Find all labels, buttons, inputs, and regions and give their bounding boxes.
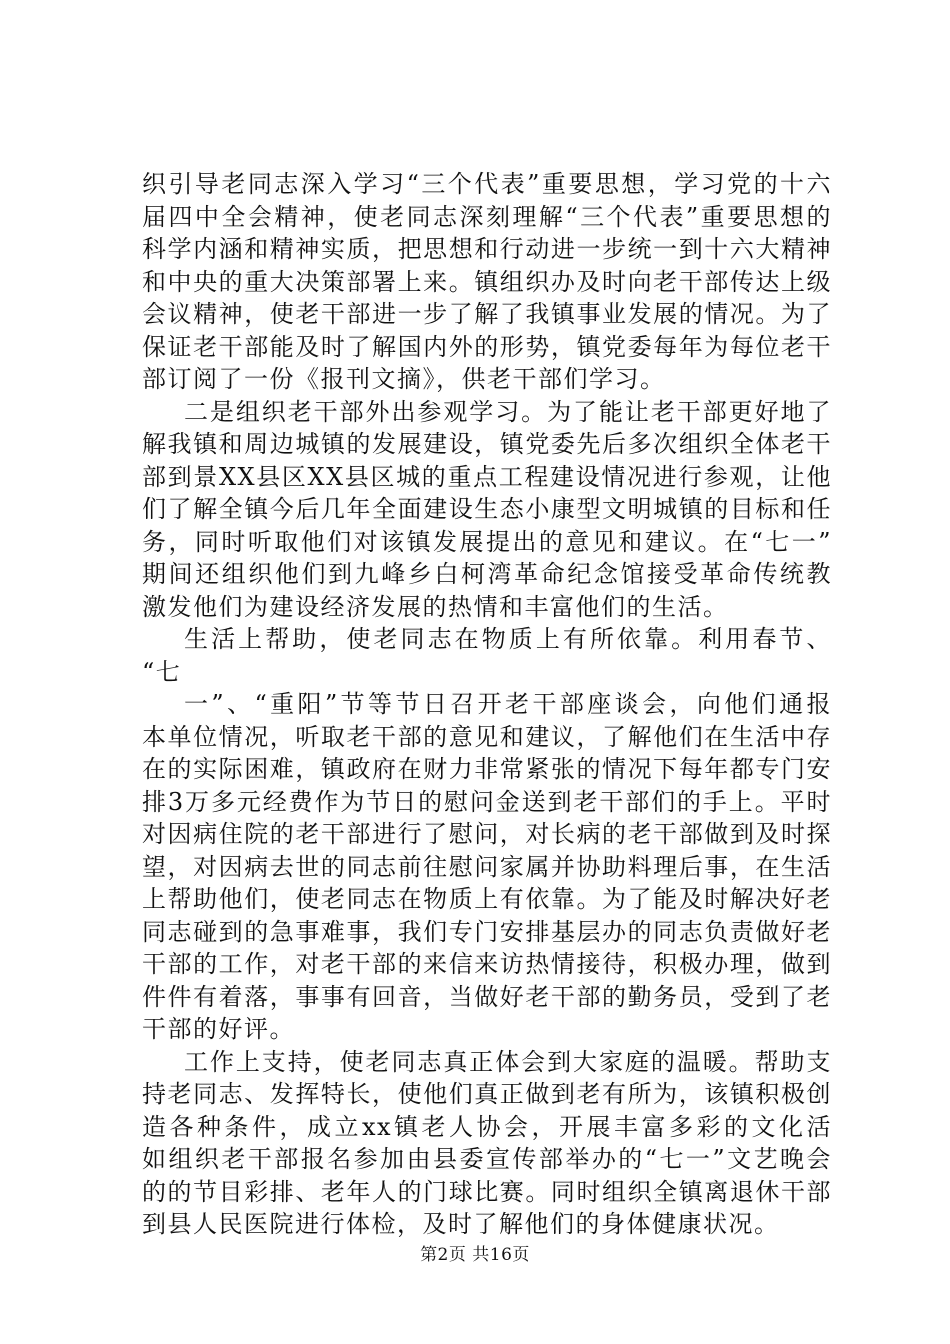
text-line: 激发他们为建设经济发展的热情和丰富他们的生活。 [142, 592, 729, 621]
text-line: 期间还组织他们到九峰乡白柯湾革命纪念馆接受革命传统教 [142, 560, 832, 588]
text-line: 干部的好评。 [142, 1015, 295, 1043]
document-body [142, 168, 832, 1241]
text-line: 同志碰到的急事难事，我们专门安排基层办的同志负责做好老 [142, 917, 832, 946]
text-line: 本单位情况，听取老干部的意见和建议，了解他们在生活中存 [142, 722, 832, 751]
text-line: 一”、“重阳”节等节日召开老干部座谈会，向他们通报 [184, 690, 832, 718]
text-line: 和中央的重大决策部署上来。镇组织办及时向老干部传达上级 [142, 267, 832, 296]
text-line: 会议精神，使老干部进一步了解了我镇事业发展的情况。为了 [142, 300, 832, 328]
text-line: 部订阅了一份《报刊文摘》，供老干部们学习。 [142, 365, 666, 393]
text-line: 持老同志、发挥特长，使他们真正做到老有所为，该镇积极创 [142, 1080, 832, 1108]
paragraph-start-line: 二是组织老干部外出参观学习。为了能让老干部更好地了 [184, 397, 832, 426]
text-line: 科学内涵和精神实质，把思想和行动进一步统一到十六大精神 [142, 235, 832, 263]
paragraph-start-line: 生活上帮助，使老同志在物质上有所依靠。利用春节、 [184, 625, 832, 653]
text-line: 届四中全会精神，使老同志深刻理解“三个代表”重要思想的 [142, 202, 832, 231]
text-line: 如组织老干部报名参加由县委宣传部举办的“七一”文艺晚会 [142, 1145, 832, 1173]
text-line: 件件有着落，事事有回音，当做好老干部的勤务员，受到了老 [142, 982, 832, 1011]
text-line: 到县人民医院进行体检，及时了解他们的身体健康状况。 [142, 1210, 780, 1238]
text-line: 造各种条件，成立xx镇老人协会，开展丰富多彩的文化活 [142, 1112, 832, 1141]
text-line: 解我镇和周边城镇的发展建设，镇党委先后多次组织全体老干 [142, 430, 832, 458]
page-number-footer: 第2页 共16页 [420, 1245, 530, 1265]
text-line: 保证老干部能及时了解国内外的形势，镇党委每年为每位老干 [142, 332, 832, 361]
text-line: 务，同时听取他们对该镇发展提出的意见和建议。在“七一” [142, 527, 832, 556]
text-line: 干部的工作，对老干部的来信来访热情接待，积极办理，做到 [142, 950, 832, 978]
text-line: 的的节目彩排、老年人的门球比赛。同时组织全镇离退休干部 [142, 1177, 832, 1206]
text-line: 对因病住院的老干部进行了慰问，对长病的老干部做到及时探 [142, 820, 832, 848]
text-line: “七 [142, 657, 182, 686]
text-line: 们了解全镇今后几年全面建设生态小康型文明城镇的目标和任 [142, 495, 832, 523]
text-line: 排3万多元经费作为节日的慰问金送到老干部们的手上。平时 [142, 787, 832, 816]
paragraph-start-line: 工作上支持，使老同志真正体会到大家庭的温暖。帮助支 [184, 1047, 832, 1076]
text-line: 上帮助他们，使老同志在物质上有依靠。为了能及时解决好老 [142, 885, 832, 913]
text-line: 在的实际困难，镇政府在财力非常紧张的情况下每年都专门安 [142, 755, 832, 783]
text-line: 望，对因病去世的同志前往慰问家属并协助料理后事，在生活 [142, 852, 832, 881]
text-line: 部到景XX县区XX县区城的重点工程建设情况进行参观，让他 [142, 462, 832, 491]
text-line: 织引导老同志深入学习“三个代表”重要思想，学习党的十六 [142, 170, 832, 198]
